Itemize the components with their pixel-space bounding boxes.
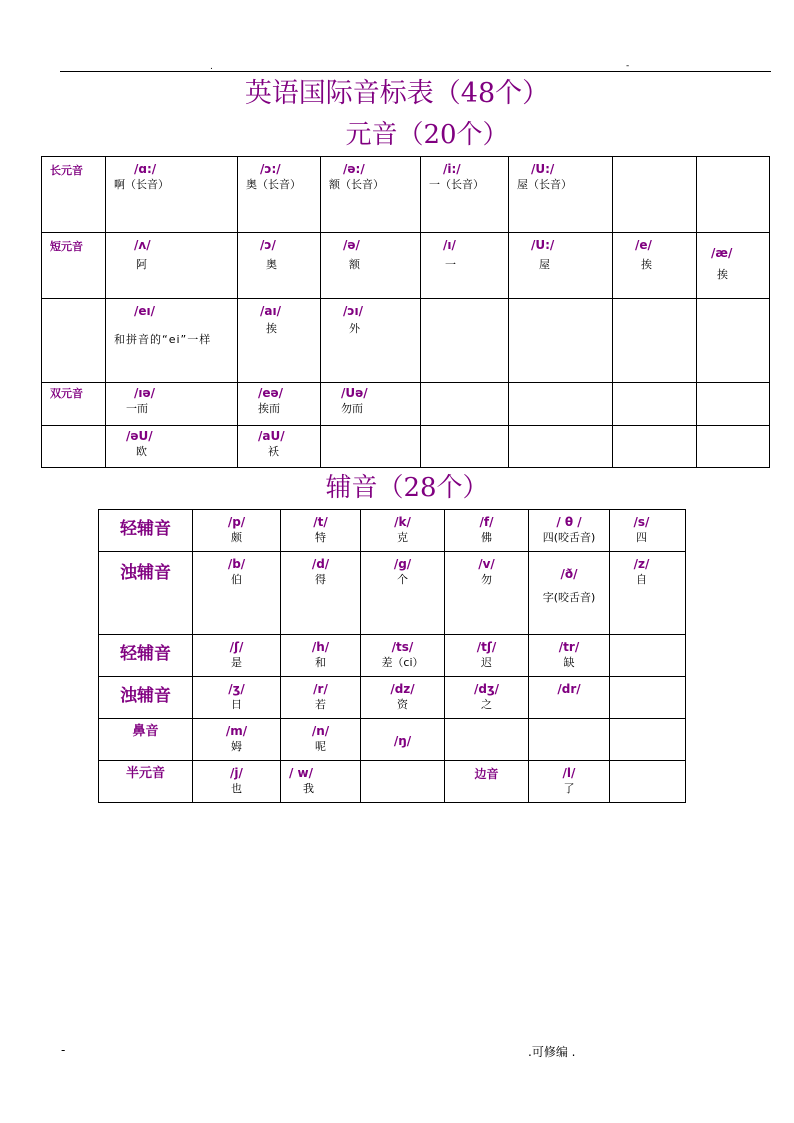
pronunciation: 和拼音的“ei”一样 [114, 333, 212, 346]
ipa-symbol: / w/ [289, 766, 314, 780]
pronunciation: 一（长音） [429, 178, 484, 191]
pronunciation: 差（ci） [381, 656, 424, 669]
pronunciation: 颇 [231, 531, 242, 544]
ipa-symbol: /ð/ [560, 567, 578, 581]
pronunciation: 奥（长音） [246, 178, 301, 191]
pronunciation: 字(咬舌音) [542, 591, 596, 604]
row-label-short: 短元音 [50, 240, 83, 253]
ipa-symbol: /m/ [225, 724, 248, 738]
pronunciation: 呢 [315, 740, 326, 753]
pronunciation: 屋 [539, 258, 550, 271]
ipa-symbol: /U:/ [531, 162, 555, 176]
vowel-row-short [42, 233, 770, 299]
ipa-symbol: /n/ [311, 724, 330, 738]
pronunciation: 特 [315, 531, 326, 544]
ipa-symbol: /j/ [230, 766, 243, 780]
pronunciation: 佛 [481, 531, 492, 544]
pronunciation: 欧 [136, 445, 147, 458]
pronunciation: 姆 [231, 740, 242, 753]
ipa-symbol: /ɔ/ [260, 238, 276, 252]
pronunciation: 阿 [136, 258, 147, 271]
vowel-row-diph-1 [42, 299, 770, 383]
consonant-row-voiced-1 [99, 552, 686, 635]
ipa-symbol: /tr/ [558, 640, 580, 654]
ipa-symbol: /dʒ/ [473, 682, 500, 696]
row-label-long: 长元音 [50, 164, 83, 177]
footer-editable-note: .可修编 . [528, 1045, 576, 1059]
vowel-row-diph-2 [42, 383, 770, 426]
pronunciation: 个 [397, 573, 408, 586]
ipa-symbol: /eı/ [134, 304, 156, 318]
pronunciation: 挨 [717, 268, 728, 281]
pronunciation: 挨 [641, 258, 652, 271]
ipa-symbol: /h/ [311, 640, 330, 654]
ipa-symbol: /ə:/ [343, 162, 365, 176]
ipa-symbol: /tʃ/ [476, 640, 497, 654]
ipa-symbol: /v/ [478, 557, 495, 571]
ipa-symbol: /ʒ/ [228, 682, 245, 696]
pronunciation: 勿 [481, 573, 492, 586]
ipa-symbol: /e/ [635, 238, 652, 252]
pronunciation: 伯 [231, 573, 242, 586]
ipa-symbol: /i:/ [443, 162, 461, 176]
page-title: 英语国际音标表（48个） [244, 78, 550, 109]
footer-dash: - [61, 1043, 66, 1057]
pronunciation: 也 [231, 782, 242, 795]
row-label-lateral: 边音 [474, 767, 499, 781]
pronunciation: 一 [445, 258, 456, 271]
ipa-symbol: /p/ [227, 515, 246, 529]
pronunciation: 啊（长音） [114, 178, 169, 191]
ipa-symbol: /ə/ [343, 238, 360, 252]
pronunciation: 额（长音） [329, 178, 384, 191]
pronunciation: 之 [481, 698, 492, 711]
ipa-symbol: /r/ [313, 682, 328, 696]
pronunciation: 外 [349, 322, 360, 335]
pronunciation: 自 [636, 573, 647, 586]
consonant-row-voiceless-2 [99, 635, 686, 677]
row-label-diph: 双元音 [50, 387, 83, 400]
ipa-symbol: /dz/ [390, 682, 415, 696]
header-dash: - [626, 61, 630, 71]
row-label-voiced: 浊辅音 [120, 686, 171, 706]
ipa-symbol: /b/ [227, 557, 246, 571]
ipa-symbol: /s/ [633, 515, 650, 529]
ipa-symbol: /ıə/ [134, 386, 156, 400]
pronunciation: 一而 [126, 402, 148, 415]
header-rule [60, 71, 771, 72]
row-label-voiced: 浊辅音 [120, 563, 171, 583]
ipa-symbol: /z/ [633, 557, 650, 571]
ipa-symbol: /ɔı/ [343, 304, 363, 318]
ipa-symbol: /ʃ/ [229, 640, 244, 654]
pronunciation: 若 [315, 698, 326, 711]
pronunciation: 袄 [268, 445, 279, 458]
consonants-title: 辅音（28个） [325, 473, 489, 503]
ipa-symbol: /Uə/ [341, 386, 368, 400]
pronunciation: 和 [315, 656, 326, 669]
ipa-symbol: /t/ [313, 515, 328, 529]
ipa-symbol: /ı/ [443, 238, 456, 252]
ipa-symbol: /d/ [311, 557, 330, 571]
ipa-symbol: /g/ [393, 557, 412, 571]
consonant-row-voiced-2 [99, 677, 686, 719]
row-label-nasal: 鼻音 [132, 724, 159, 739]
vowel-row-diph-3 [42, 426, 770, 468]
ipa-symbol: / θ / [556, 515, 582, 529]
row-label-voiceless: 轻辅音 [120, 644, 171, 664]
ipa-symbol: /aU/ [258, 429, 285, 443]
ipa-symbol: /k/ [394, 515, 411, 529]
consonant-row-semivowel [99, 761, 686, 803]
pronunciation: 四(咬舌音) [542, 531, 596, 544]
pronunciation: 奥 [266, 258, 277, 271]
ipa-symbol: /əU/ [126, 429, 153, 443]
vowel-table [41, 156, 770, 468]
ipa-symbol: /ɑ:/ [134, 162, 157, 176]
pronunciation: 是 [231, 656, 242, 669]
pronunciation: 了 [563, 782, 575, 795]
header-dot: . [210, 62, 213, 72]
pronunciation: 挨而 [258, 402, 280, 415]
row-label-voiceless: 轻辅音 [120, 519, 171, 539]
pronunciation: 挨 [266, 322, 277, 335]
pronunciation: 我 [303, 782, 314, 795]
pronunciation: 得 [315, 573, 326, 586]
ipa-symbol: /ʌ/ [134, 238, 151, 252]
pronunciation: 屋（长音） [517, 178, 572, 191]
pronunciation: 克 [397, 531, 408, 544]
row-label-semivowel: 半元音 [125, 766, 165, 781]
ipa-symbol: /ɔ:/ [260, 162, 281, 176]
ipa-symbol: /dr/ [557, 682, 581, 696]
vowels-title: 元音（20个） [345, 120, 509, 150]
ipa-symbol: /ŋ/ [393, 734, 412, 748]
consonant-table [98, 509, 686, 803]
ipa-symbol: /ts/ [391, 640, 414, 654]
pronunciation: 日 [231, 698, 242, 711]
consonant-row-voiceless-1 [99, 510, 686, 552]
ipa-symbol: /f/ [479, 515, 494, 529]
ipa-symbol: /l/ [562, 766, 576, 780]
pronunciation: 缺 [563, 656, 575, 669]
vowel-row-long [42, 157, 770, 233]
pronunciation: 额 [349, 258, 360, 271]
pronunciation: 四 [636, 531, 647, 544]
pronunciation: 勿而 [341, 402, 363, 415]
ipa-symbol: /U:/ [531, 238, 555, 252]
pronunciation: 资 [397, 698, 408, 711]
pronunciation: 迟 [481, 656, 492, 669]
ipa-symbol: /eə/ [258, 386, 284, 400]
consonant-row-nasal [99, 719, 686, 761]
ipa-symbol: /aı/ [260, 304, 281, 318]
ipa-symbol: /æ/ [711, 246, 733, 260]
